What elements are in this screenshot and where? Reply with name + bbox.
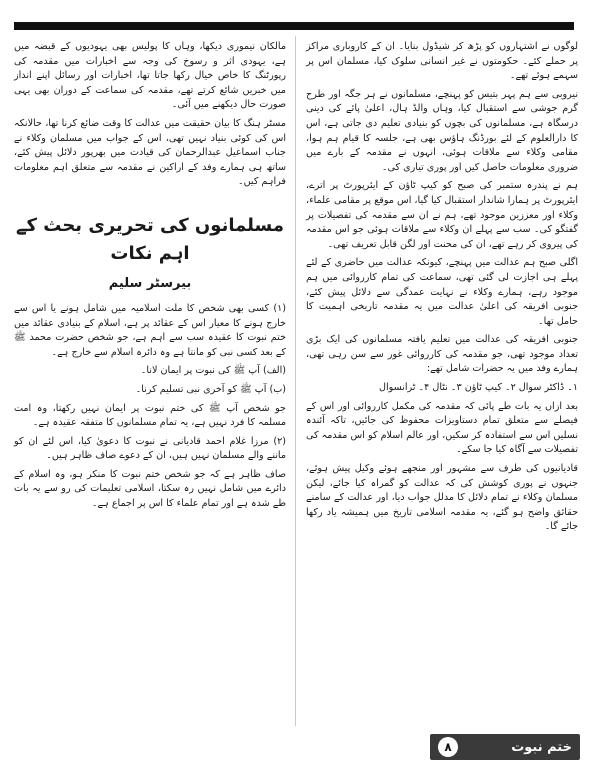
paragraph: (۲) مرزا غلام احمد قادیانی نے نبوت کا دعویٰ کیا، اس لئے ان کو ماننے والے مسلمان نہیں ہیں، ان کے دعوے صاف ظاہر ہیں۔	[14, 435, 286, 462]
point-paragraph: (۱) کسی بھی شخص کا ملت اسلامیہ میں شامل ہونے یا اس سے خارج ہونے کا معیار اس کے عقائد پر ہے، اسلام کے بنیادی عقائد میں ختم نبوت کا عقیدہ سب سے اہم ہے، جو شخص حضرت محمد ﷺ کے بعد کسی نبی کو مانتا ہے وہ دائرہ اسلام سے خارج ہے۔	[14, 302, 286, 358]
page-number: ۸	[438, 737, 458, 757]
left-column	[14, 40, 286, 516]
list-item: (الف) آپ ﷺ کی نبوت پر ایمان لانا۔	[140, 365, 286, 377]
magazine-title: ختم نبوت	[511, 739, 572, 755]
paragraph: ۱۔ ڈاکٹر سوال ۲۔ کیپ ٹاؤن ۳۔ نٹال ۴۔ ٹرانسوال	[379, 382, 578, 394]
right-column	[306, 40, 578, 539]
list-item: (ب) آپ ﷺ کو آخری نبی تسلیم کرنا۔	[135, 383, 286, 395]
paragraph: لوگوں نے اشتہاروں کو پڑھ کر شیڈول بنایا۔ ان کے کاروباری مراکز پر حملے کئے۔ حکومتوں نے غیر انسانی سلوک کیا، مسلمان اس پر سہمے ہوئے تھے۔	[306, 41, 578, 82]
paragraph: جنوبی افریقہ کی عدالت میں تعلیم یافتہ مسلمانوں کی ایک بڑی تعداد موجود تھی، جو مقدمہ کی کارروائی غور سے سن رہی تھی، ہمارے وفد میں یہ حضرات شامل تھے:	[306, 334, 578, 375]
magazine-footer-badge	[430, 734, 580, 760]
paragraph: صاف ظاہر ہے کہ جو شخص ختم نبوت کا منکر ہو، وہ اسلام کے دائرے میں شامل نہیں رہ سکتا، اسلامی تعلیمات کی رو سے یہ بات طے شدہ ہے اور تمام علماء کا اس پر اجماع ہے۔	[14, 468, 286, 510]
author-byline: بیرسٹر سلیم	[108, 275, 192, 291]
paragraph: مالکان نیموری دیکھا، وہاں کا پولیس بھی یہودیوں کے قبضہ میں ہے، یہودی اثر و رسوخ کی وجہ سے اخبارات میں مقدمہ کی رپورٹنگ کا خاص خیال رکھا جاتا تھا، اخبارات اور رسائل اپنے انداز میں خبریں شائع کرتے تھے، مقدمہ کی سماعت کے دوران بھی یہی صورت حال دیکھنے میں آئی۔	[14, 41, 286, 111]
column-divider	[295, 36, 296, 726]
paragraph: اگلی صبح ہم عدالت میں پہنچے، کیونکہ عدالت میں حاضری کے لئے پہلے ہی اجازت لی گئی تھی، سماعت کی تمام کارروائی میں ہم موجود رہے، ہمارے وکلاء نے نہایت عمدگی سے دلائل پیش کئے، جنوبی افریقہ کی اعلیٰ عدالت میں یہ مقدمہ تاریخی اہمیت کا حامل تھا۔	[306, 257, 578, 327]
header-rule	[14, 22, 574, 30]
paragraph: ہم نے پندرہ ستمبر کی صبح کو کیپ ٹاؤن کے ایئرپورٹ پر اترے، ایئرپورٹ پر ہمارا شاندار استقبال کیا گیا، اس موقع پر مقامی علماء، وکلاء اور معززین موجود تھے، ہم نے ان سے مقدمہ کی تفصیلات پر گفتگو کی۔ سب سے پہلے ان وکلاء سے ملاقات ہوئی جو اس مقدمہ کی پیروی کر رہے تھے، ان کی محنت اور لگن قابل تعریف تھی۔	[306, 180, 578, 250]
paragraph: بعد ازاں یہ بات طے پائی کہ مقدمہ کی مکمل کارروائی اور اس کے فیصلے سے متعلق تمام دستاویزات محفوظ کی جائیں، تاکہ آئندہ نسلیں اس سے استفادہ کر سکیں، اور عالم اسلام کو اس مقدمہ کی تفصیلات سے آگاہ کیا جا سکے۔	[306, 400, 578, 456]
section-heading: مسلمانوں کی تحریری بحث کے اہم نکات	[16, 214, 284, 264]
paragraph: مسٹر ہنگ کا بیان حقیقت میں عدالت کا وقت ضائع کرنا تھا، حالانکہ اس کی کوئی بنیاد نہیں تھی، اس کے جواب میں مسلمان وکلاء نے جناب اسماعیل عبدالرحمان کی قیادت میں بھرپور دلائل پیش کئے، ساتھ ہی ہمارے وفد کے اراکین نے مقدمہ سے متعلق اہم معلومات فراہم کیں۔	[14, 117, 286, 188]
paragraph: قادیانیوں کی طرف سے مشہور اور منجھے ہوئے وکیل پیش ہوئے، جنہوں نے پوری کوشش کی کہ عدالت کو گمراہ کیا جائے، لیکن مسلمان وکلاء نے تمام دلائل کا مدلل جواب دیا، اور عدالت کے سامنے حقائق واضح ہو گئے، یہ مقدمہ اسلامی تاریخ میں ہمیشہ یاد رکھا جائے گا۔	[306, 463, 578, 533]
paragraph: نیروبی سے ہم پہر بتیس کو پہنچے، مسلمانوں نے ہر جگہ اور طرح گرم جوشی سے استقبال کیا، وہاں والڈ ہال، اعلیٰ پائے کی دینی درسگاہ ہے، مسلمانوں کی بچوں کو بنیادی تعلیم دی جاتی ہے، اس کا دارالعلوم کے لئے بورڈنگ ہاؤس بھی ہے، جلسہ کا قیام ہم ہوا، مقامی وکلاء سے ملاقات ہوئی، انہوں نے مقدمہ کے بارے میں ضروری معلومات حاصل کیں اور پوری تیاری کی۔	[306, 88, 578, 173]
paragraph: جو شخص آپ ﷺ کی ختم نبوت پر ایمان نہیں رکھتا، وہ امت مسلمہ کا فرد نہیں ہے، یہ تمام مسلمانوں کا متفقہ عقیدہ ہے۔	[14, 402, 286, 429]
